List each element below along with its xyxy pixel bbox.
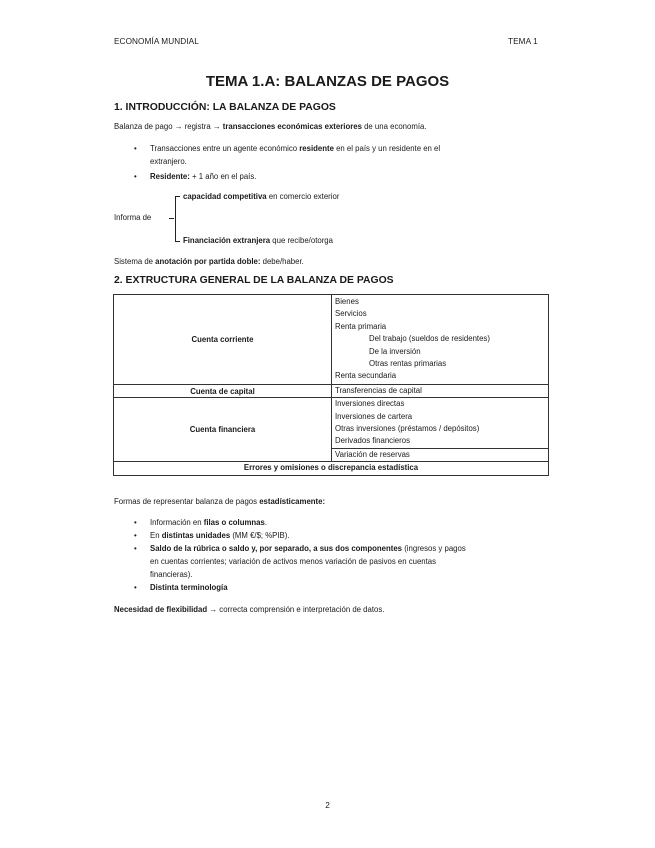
list-item: • Distinta terminología bbox=[134, 583, 228, 592]
header-left: ECONOMÍA MUNDIAL bbox=[114, 37, 199, 46]
fin-item: Inversiones de cartera bbox=[335, 411, 413, 421]
cc-sub-item: Del trabajo (sueldos de residentes) bbox=[369, 334, 490, 344]
fin-item: Inversiones directas bbox=[335, 399, 405, 409]
capital-items-cell bbox=[332, 384, 549, 397]
flex-c: → correcta comprensión e interpretación de datos. bbox=[207, 605, 385, 614]
sistema-line bbox=[114, 255, 304, 268]
informa-bottom-rest: que recibe/otorga bbox=[270, 236, 333, 245]
fin-reservas: Variación de reservas bbox=[335, 449, 410, 459]
informa-top bbox=[183, 190, 339, 203]
cuenta-financiera-cell: Cuenta financiera bbox=[114, 398, 332, 462]
reservas-cell bbox=[332, 448, 549, 461]
section2-heading: 2. EXTRUCTURA GENERAL DE LA BALANZA DE PAGOS bbox=[114, 275, 394, 286]
page-number: 2 bbox=[325, 801, 330, 810]
intro-text-c: de una economía. bbox=[361, 122, 427, 131]
fin-item: Derivados financieros bbox=[335, 436, 410, 446]
informa-bottom-bold: Financiación extranjera bbox=[183, 236, 271, 245]
sistema-c: debe/haber. bbox=[260, 257, 304, 266]
table-row bbox=[114, 295, 549, 385]
informa-bottom bbox=[183, 234, 333, 247]
list-item: • Residente: + 1 año en el país. bbox=[134, 172, 257, 181]
list-item: • Transacciones entre un agente económico residente en el país y un residente en el extranjero. bbox=[134, 144, 441, 166]
list-item: • Información en filas o columnas. bbox=[134, 518, 268, 527]
s2-b1-a: Información en bbox=[150, 518, 204, 527]
s2-b2-c: (MM €/$; %PIB). bbox=[230, 531, 290, 540]
s2-b3-b: Saldo de la rúbrica o saldo y, por separado, a sus dos componentes bbox=[150, 544, 403, 553]
bullet1-text-d: extranjero. bbox=[150, 157, 187, 166]
cc-item: Bienes bbox=[335, 297, 359, 306]
list-item: • Saldo de la rúbrica o saldo y, por separado, a sus dos componentes (ingresos y pagos en cuentas corrientes; variación de activos menos variación de pasivos en cuentas financieras). bbox=[134, 544, 466, 579]
fin-items-cell bbox=[332, 398, 549, 449]
capital-item: Transferencias de capital bbox=[335, 385, 422, 395]
table-row bbox=[114, 462, 549, 475]
s2-b3-c: (ingresos y pagos bbox=[402, 544, 466, 553]
s2-b4-b: Distinta terminología bbox=[150, 583, 228, 592]
s2-b3-d: en cuentas corrientes; variación de activos menos variación de pasivos en cuentas bbox=[150, 557, 437, 566]
list-item: • En distintas unidades (MM €/$; %PIB). bbox=[134, 531, 290, 540]
bullet1-text-c: en el país y un residente en el bbox=[333, 144, 441, 153]
brace-top bbox=[175, 196, 180, 197]
balanza-table bbox=[113, 294, 549, 476]
cc-item: Renta primaria bbox=[335, 321, 387, 331]
intro-line bbox=[114, 120, 427, 133]
s2-b1-b: filas o columnas bbox=[203, 518, 265, 527]
bullet1-text-b: residente bbox=[299, 144, 334, 153]
fin-item: Otras inversiones (préstamos / depósitos) bbox=[335, 424, 480, 434]
page-title: TEMA 1.A: BALANZAS DE PAGOS bbox=[205, 73, 450, 90]
cc-items-cell bbox=[332, 295, 549, 385]
flex-b: Necesidad de flexibilidad bbox=[114, 605, 208, 614]
section1-bullets bbox=[114, 142, 534, 183]
bullet2-text-b: Residente: bbox=[150, 172, 190, 181]
section1-heading: 1. INTRODUCCIÓN: LA BALANZA DE PAGOS bbox=[114, 102, 336, 113]
cc-item: Renta secundaria bbox=[335, 371, 397, 381]
header-right: TEMA 1 bbox=[508, 37, 538, 46]
brace-bottom bbox=[175, 241, 180, 242]
formas-b: estadísticamente: bbox=[259, 497, 326, 506]
table-row bbox=[114, 398, 549, 449]
errores-text: Errores y omisiones o discrepancia estadística bbox=[243, 463, 419, 473]
sistema-a: Sistema de bbox=[114, 257, 156, 266]
s2-b1-c: . bbox=[264, 518, 268, 527]
intro-text-a: Balanza de pago → registra → bbox=[114, 122, 223, 131]
s2-b2-a: En bbox=[150, 531, 162, 540]
informa-label: Informa de bbox=[114, 213, 152, 222]
informa-top-rest: en comercio exterior bbox=[266, 192, 340, 201]
intro-text-b: transacciones económicas exteriores bbox=[222, 122, 362, 131]
cc-item: Servicios bbox=[335, 309, 367, 319]
cc-sub-item: De la inversión bbox=[369, 346, 421, 356]
brace-line bbox=[175, 196, 176, 241]
informa-top-bold: capacidad competitiva bbox=[183, 192, 267, 201]
cc-sub-item: Otras rentas primarias bbox=[369, 359, 447, 369]
table-row bbox=[114, 384, 549, 397]
brace-tick bbox=[169, 218, 174, 219]
flex-line bbox=[114, 603, 384, 616]
errores-cell bbox=[114, 462, 549, 475]
cuenta-capital-cell: Cuenta de capital bbox=[114, 384, 332, 397]
section2-bullets bbox=[114, 516, 544, 594]
cuenta-corriente-cell: Cuenta corriente bbox=[114, 295, 332, 385]
bullet2-text-c: + 1 año en el país. bbox=[189, 172, 257, 181]
sistema-b: anotación por partida doble: bbox=[155, 257, 261, 266]
formas-a: Formas de representar balanza de pagos bbox=[114, 497, 260, 506]
bullet1-text-a: Transacciones entre un agente económico bbox=[150, 144, 300, 153]
s2-b2-b: distintas unidades bbox=[161, 531, 231, 540]
s2-b3-e: financieras). bbox=[150, 570, 193, 579]
formas-line bbox=[114, 495, 325, 508]
